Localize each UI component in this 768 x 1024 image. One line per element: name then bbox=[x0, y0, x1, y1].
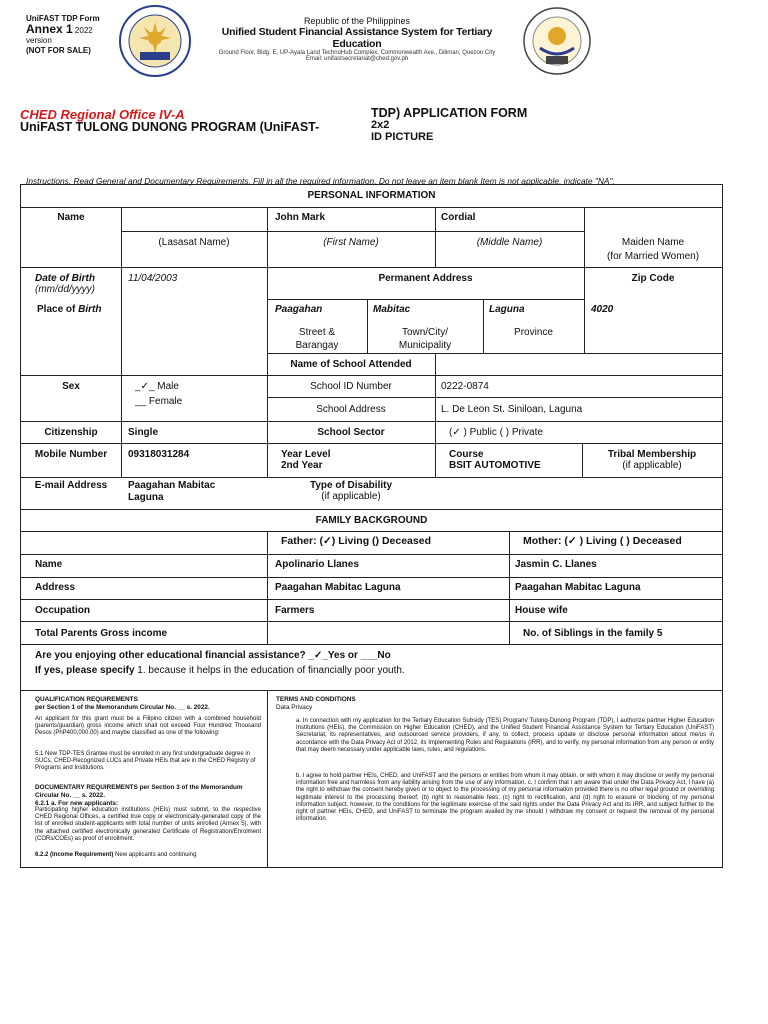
qualification-paragraph-1: An applicant for this grant must be a Filipino citizen with a combined household (parents/guardian) gross income which shall not exceed Four Hundred Thousand Pesos (PhP400,000.00) and maybe classified as one of the following: bbox=[35, 716, 261, 737]
permanent-address-label: Permanent Address bbox=[378, 273, 473, 284]
last-name-caption: (Lasasat Name) bbox=[158, 237, 230, 248]
documentary-title: DOCUMENTARY REQUIREMENTS per Section 3 of the Memorandum Circular No. __ s. 2022. bbox=[35, 784, 243, 799]
maiden-name-note: (for Married Women) bbox=[606, 251, 700, 262]
father-name: Apolinario Llanes bbox=[275, 559, 359, 570]
unifast-logo bbox=[518, 6, 596, 76]
siblings-count: No. of Siblings in the family 5 bbox=[523, 628, 663, 639]
street-value: Paagahan bbox=[275, 304, 323, 315]
disability-label: Type of Disability bbox=[309, 480, 393, 491]
email-value-line2: Laguna bbox=[128, 492, 164, 503]
street-caption-line2: Barangay bbox=[295, 340, 339, 351]
street-caption-line1: Street & bbox=[298, 327, 336, 338]
documentary-subtitle: 6.2.1 a. For new applicants: bbox=[35, 800, 119, 807]
family-name-label: Name bbox=[35, 559, 63, 570]
zip-code-label: Zip Code bbox=[631, 273, 675, 284]
program-title: UniFAST TULONG DUNONG PROGRAM (UniFAST- bbox=[20, 120, 320, 134]
family-address-label: Address bbox=[35, 582, 76, 593]
application-form bbox=[20, 184, 723, 868]
mobile-label: Mobile Number bbox=[34, 449, 108, 460]
year-label: 2022 bbox=[74, 26, 93, 35]
version-label: version bbox=[26, 36, 52, 45]
disability-note: (if applicable) bbox=[321, 491, 381, 502]
school-sector-value: (✓ ) Public ( ) Private bbox=[449, 427, 543, 438]
terms-paragraph-a: a. In connection with my application for the Tertiary Education Subsidy (TES) Program/ Tulong-Dunong Program (TDP), I authorize partner Higher Education Institutions (HEIs), the Commission on Higher Education (CHED), and the Unified Student Financial Assistance System for Tertiary Education (UniFAST) Secretariat, its representatives, and outsourced service providers, if any, to collect, process update or disclose personal information about me/us in accordance with the Data Privacy Act of 2012, its Implementing Rules and Regulations (IRR), and to verify, my personal information from any person or entity that may deem necessary under applicable laws, rules, and regulations. bbox=[296, 718, 714, 753]
province-value: Laguna bbox=[489, 304, 525, 315]
sex-female-option: __ Female bbox=[135, 396, 183, 407]
town-caption-line2: Municipality bbox=[398, 340, 452, 351]
not-for-sale-label: (NOT FOR SALE) bbox=[26, 46, 91, 55]
annex-label: Annex 1 bbox=[26, 22, 73, 36]
regional-office: CHED Regional Office IV-A bbox=[20, 107, 185, 122]
system-name: Unified Student Financial Assistance System for Tertiary Education bbox=[221, 26, 493, 50]
school-address-value: L. De Leon St. Siniloan, Laguna bbox=[441, 404, 583, 415]
school-sector-label: School Sector bbox=[317, 427, 385, 438]
ched-seal-logo bbox=[118, 4, 192, 78]
citizenship-label: Citizenship bbox=[44, 427, 98, 438]
assistance-specify-label: If yes, please specify bbox=[35, 665, 135, 676]
income-requirement bbox=[35, 852, 261, 859]
form-identifier bbox=[26, 14, 100, 56]
instructions: Instructions. Read General and Documentary Requirements. Fill in all the required information. Do not leave an item blank Item is not applicable, indicate "NA". bbox=[26, 176, 615, 186]
id-picture-size: 2x2 bbox=[371, 119, 390, 131]
father-address: Paagahan Mabitac Laguna bbox=[275, 582, 401, 593]
occupation-label: Occupation bbox=[35, 605, 91, 616]
place-of-birth-label-part1: Place of bbox=[37, 304, 76, 315]
zip-value: 4020 bbox=[591, 304, 614, 315]
id-picture-label: ID PICTURE bbox=[371, 131, 434, 143]
mother-name: Jasmin C. Llanes bbox=[515, 559, 597, 570]
email-value-line1: Paagahan Mabitac bbox=[128, 480, 216, 491]
course-label: Course bbox=[449, 449, 484, 460]
qualification-title: QUALIFICATION REQUIREMENTS bbox=[35, 696, 138, 703]
personal-info-header: PERSONAL INFORMATION bbox=[307, 190, 436, 201]
email-label: E-mail Address bbox=[34, 480, 108, 491]
qualification-paragraph-2: 5.1 New TDP-TES Grantee must be enrolled in any first undergraduate degree in SUCs, CHED-Recognized LUCs and Private HEIs that are in the CHED Registry of Programs and Institutions. bbox=[35, 751, 256, 772]
school-name-label: Name of School Attended bbox=[290, 359, 412, 370]
dob-format: (mm/dd/yyyy) bbox=[35, 284, 95, 295]
mother-address: Paagahan Mabitac Laguna bbox=[515, 582, 641, 593]
tribal-note: (if applicable) bbox=[622, 460, 682, 471]
office-email: Email: unifastsecretariat@ched.gov.ph bbox=[305, 56, 409, 62]
first-name-value: John Mark bbox=[275, 212, 326, 223]
place-of-birth-label-part2: Birth bbox=[78, 304, 102, 315]
middle-name-value: Cordial bbox=[441, 212, 476, 223]
father-occupation: Farmers bbox=[275, 605, 315, 616]
province-caption: Province bbox=[514, 327, 553, 338]
sex-label: Sex bbox=[62, 381, 80, 392]
qualification-subtitle: per Section 1 of the Memorandum Circular No. __ s. 2022. bbox=[35, 704, 210, 711]
assistance-specify-answer: 1. because it helps in the education of financially poor youth. bbox=[137, 665, 405, 676]
assistance-specify bbox=[35, 664, 405, 677]
year-level-value: 2nd Year bbox=[281, 460, 323, 471]
gross-income-label: Total Parents Gross income bbox=[35, 628, 168, 639]
name-label: Name bbox=[57, 212, 85, 223]
school-id-label: School ID Number bbox=[310, 381, 392, 392]
town-caption-line1: Town/City/ bbox=[401, 327, 449, 338]
sex-male-option: _✓_ Male bbox=[135, 381, 179, 392]
father-status: Father: (✓) Living () Deceased bbox=[281, 535, 431, 547]
street-caption bbox=[267, 326, 367, 352]
tribal-label: Tribal Membership bbox=[607, 449, 697, 460]
citizenship-value: Single bbox=[128, 427, 159, 438]
terms-subtitle: Data Privacy bbox=[276, 704, 313, 711]
republic-label: Republic of the Philippines bbox=[303, 16, 411, 26]
mother-status: Mother: (✓ ) Living ( ) Deceased bbox=[523, 535, 682, 547]
middle-name-caption: (Middle Name) bbox=[476, 237, 543, 248]
terms-paragraph-b: b. I agree to hold partner HEIs, CHED, and UniFAST and the persons or entities from whom it may obtain, or with whom it may disclose or verify my personal information free and harmless from any liability arising from the use of any information. c. I confirm that I am aware that under the Data Privacy Act, I have (a) the right to withdraw the consent hereby given or to object to the processing of my personal information provided there is no other legal ground or overriding legitimate interest to the processing thereof; (b) right to reasonable fees; (c) right to rectification, and (d) right to erasure or blocking of my personal information subject, however, to the conditions for the legitimate exercise of the said rights under the Data Privacy Act and its IRR, and subject further to the right of partner HEIs, CHED, and UniFAST to terminate the program availed by me should I withdraw my consent or request the removal of my personal information. bbox=[296, 773, 714, 823]
school-id-value: 0222-0874 bbox=[441, 381, 489, 392]
place-of-birth-label bbox=[37, 303, 101, 316]
town-caption bbox=[367, 326, 483, 352]
terms-title: TERMS AND CONDITIONS bbox=[276, 696, 356, 703]
income-requirement-label: 6.2.2 (Income Requirement) bbox=[35, 852, 114, 858]
course-value: BSIT AUTOMOTIVE bbox=[449, 460, 541, 471]
dob-label: Date of Birth bbox=[35, 273, 95, 284]
income-requirement-text: New applicants and continuing bbox=[115, 852, 197, 858]
maiden-name-caption: Maiden Name bbox=[621, 237, 685, 248]
year-level-label: Year Level bbox=[281, 449, 331, 460]
office-address: Ground Floor, Bldg. E, UP-Ayala Land TechnoHub Complex, Commonwealth Ave., Diliman, Quezon City bbox=[218, 50, 496, 56]
mobile-value: 09318031284 bbox=[128, 449, 190, 460]
header-center bbox=[198, 16, 516, 62]
school-address-label: School Address bbox=[316, 404, 386, 415]
application-form-title: TDP) APPLICATION FORM bbox=[371, 106, 528, 120]
mother-occupation: House wife bbox=[515, 605, 568, 616]
town-value: Mabitac bbox=[373, 304, 411, 315]
assistance-question: Are you enjoying other educational financial assistance? _✓_Yes or ___No bbox=[35, 650, 391, 661]
first-name-caption: (First Name) bbox=[323, 237, 379, 248]
documentary-paragraph: Participating higher education institutions (HEIs) must submit, to the respective CHED Regional Offices, a certified true copy or electronically-generated copy of the list of enrolled student-applicants with total number of units enrolled (Annex 5), with the attached certified electronically generated Certificate of Registration/Enrolment (CORs/COEs) as proof of enrollment. bbox=[35, 807, 261, 842]
dob-value: 11/04/2003 bbox=[128, 273, 178, 284]
form-id-label: UniFAST TDP Form bbox=[26, 14, 100, 23]
family-background-header: FAMILY BACKGROUND bbox=[315, 515, 428, 526]
